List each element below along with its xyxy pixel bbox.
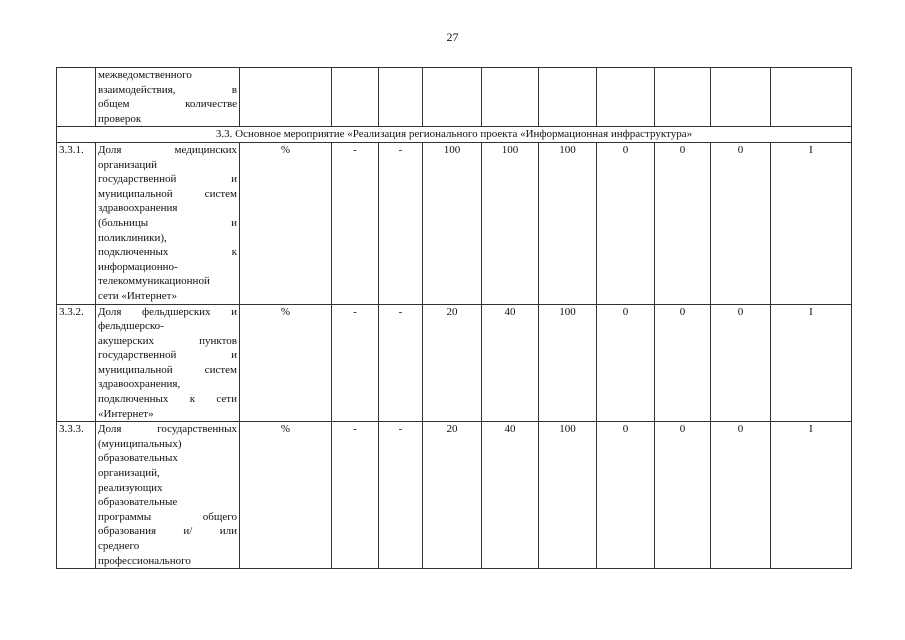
section-title: 3.3. Основное мероприятие «Реализация регионального проекта «Информационная инфраструктура» [57, 127, 852, 143]
value-cell: 20 [423, 304, 482, 422]
indicator-name-line: муниципальной систем [98, 363, 237, 376]
table-row [57, 304, 852, 422]
value-cell: 40 [482, 304, 539, 422]
indicator-name-cell [96, 304, 240, 422]
indicator-name-line: акушерских пунктов [98, 334, 237, 347]
value-cell [539, 68, 597, 127]
value-cell: 0 [711, 304, 771, 422]
value-cell: 40 [482, 422, 539, 569]
value-cell: - [379, 422, 423, 569]
value-cell [711, 68, 771, 127]
indicator-name-line: профессионального [98, 554, 191, 567]
value-cell: 0 [597, 304, 655, 422]
indicator-name-line: «Интернет» [98, 407, 154, 420]
value-cell: 20 [423, 422, 482, 569]
value-cell: I [771, 142, 852, 304]
indicator-name-line: проверок [98, 112, 142, 125]
value-cell: - [332, 142, 379, 304]
indicator-name-line: Доля государственных [98, 423, 237, 436]
value-cell [240, 68, 332, 127]
indicator-name-line: здравоохранения [98, 202, 178, 215]
indicator-name-line: фельдшерско- [98, 320, 164, 333]
value-cell: % [240, 142, 332, 304]
value-cell: 0 [597, 142, 655, 304]
indicator-name-line: сети «Интернет» [98, 289, 177, 302]
indicator-name-cell [96, 68, 240, 127]
indicator-name-line: программы общего [98, 510, 237, 523]
row-number-cell: 3.3.3. [57, 422, 96, 569]
value-cell: I [771, 304, 852, 422]
indicator-name-line: среднего [98, 540, 140, 552]
indicator-name-line: организаций [98, 158, 158, 171]
indicator-name-line: подключенных к [98, 246, 237, 259]
value-cell: - [379, 304, 423, 422]
value-cell [771, 68, 852, 127]
value-cell: 100 [539, 422, 597, 569]
section-row [57, 127, 852, 143]
indicator-name-line: межведомственного [98, 69, 192, 81]
value-cell: 0 [655, 142, 711, 304]
value-cell [655, 68, 711, 127]
indicators-table [56, 67, 852, 569]
indicator-name-line: телекоммуникационной [98, 275, 210, 288]
table-body [57, 68, 852, 569]
value-cell: - [332, 304, 379, 422]
indicator-name-line: информационно- [98, 260, 178, 273]
row-number-cell [57, 68, 96, 127]
table-row [57, 422, 852, 569]
value-cell: 0 [711, 142, 771, 304]
value-cell: 100 [482, 142, 539, 304]
indicator-name-line: организаций, [98, 467, 160, 480]
value-cell [423, 68, 482, 127]
indicator-name-line: образования и/ или [98, 525, 237, 538]
indicator-name-line: Доля фельдшерских и [98, 305, 237, 318]
indicator-name-line: муниципальной систем [98, 187, 237, 200]
indicator-name-line: (больницы и [98, 216, 237, 229]
value-cell: 0 [597, 422, 655, 569]
value-cell: 100 [539, 142, 597, 304]
indicator-name-line: реализующих [98, 481, 163, 494]
value-cell: % [240, 422, 332, 569]
value-cell [332, 68, 379, 127]
indicator-name-line: поликлиники), [98, 231, 167, 244]
indicator-name-line: подключенных к сети [98, 393, 237, 406]
indicator-name-line: общем количестве [98, 98, 237, 111]
page-number: 27 [446, 30, 459, 44]
row-number-cell: 3.3.1. [57, 142, 96, 304]
indicator-name-line: государственной и [98, 173, 237, 186]
value-cell [379, 68, 423, 127]
value-cell: I [771, 422, 852, 569]
indicator-name-line: взаимодействия, в [98, 83, 237, 96]
value-cell: 0 [655, 304, 711, 422]
row-number-cell: 3.3.2. [57, 304, 96, 422]
value-cell: 100 [423, 142, 482, 304]
table-row [57, 68, 852, 127]
value-cell [482, 68, 539, 127]
indicator-name-line: образовательные [98, 496, 178, 509]
value-cell: - [379, 142, 423, 304]
value-cell: - [332, 422, 379, 569]
value-cell: 0 [655, 422, 711, 569]
indicator-name-line: Доля медицинских [98, 143, 237, 156]
indicator-name-line: государственной и [98, 349, 237, 362]
indicator-name-line: образовательных [98, 452, 178, 465]
indicator-name-line: здравоохранения, [98, 378, 181, 391]
value-cell: % [240, 304, 332, 422]
table-row [57, 142, 852, 304]
indicator-name-cell [96, 142, 240, 304]
indicator-name-line: (муниципальных) [98, 437, 182, 450]
value-cell: 100 [539, 304, 597, 422]
value-cell [597, 68, 655, 127]
indicator-name-cell [96, 422, 240, 569]
value-cell: 0 [711, 422, 771, 569]
